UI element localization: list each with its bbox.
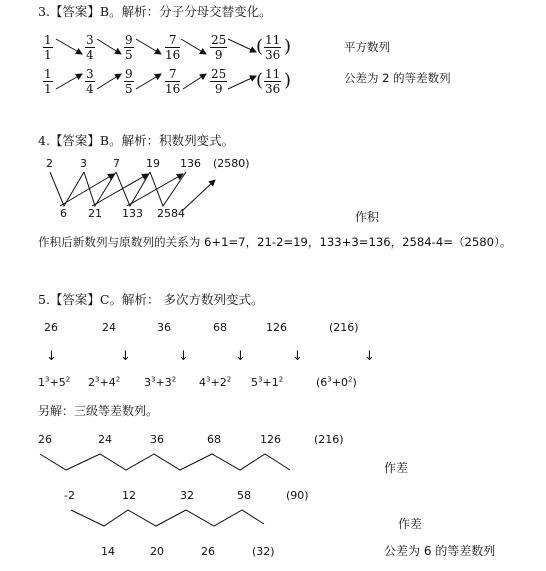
power-expression: $5^3+1^2$ <box>251 375 284 389</box>
q4-bottom-number: 6 <box>60 207 67 220</box>
q5-row3-number: 14 <box>101 545 115 558</box>
q5-row3-number: 20 <box>150 545 164 558</box>
arrow <box>56 39 82 54</box>
fraction: $\frac{7}{16}$ <box>165 67 181 96</box>
q4-top-number: 3 <box>80 157 87 170</box>
q4-top-number: 19 <box>146 157 160 170</box>
zigzag-line <box>150 172 186 206</box>
q5-number: 68 <box>213 321 227 334</box>
q5-number: 24 <box>102 321 116 334</box>
fraction: $\frac{25}{9}$ <box>211 67 227 96</box>
q5-row1-label: 作差 <box>384 461 409 475</box>
down-arrow-icon: ↓ <box>46 349 57 364</box>
q3-label-top: 平方数列 <box>344 40 390 54</box>
power-expression: $1^3+5^2$ <box>38 375 71 389</box>
arrow <box>56 74 82 89</box>
q5-row2-label: 作差 <box>398 517 423 531</box>
q5-row1-number: 126 <box>260 433 281 446</box>
paren-open: ( <box>256 36 264 57</box>
power-expression: $2^3+4^2$ <box>88 375 121 389</box>
arrow <box>228 39 256 52</box>
q5-row2-number: 12 <box>122 489 136 502</box>
q5-row3-number: 26 <box>201 545 215 558</box>
q5-row3-label: 公差为 6 的等差数列 <box>384 544 496 558</box>
q4-product-lines <box>50 172 215 210</box>
fraction: $\frac{1}{1}$ <box>44 67 52 96</box>
arrow <box>181 39 206 54</box>
arrow <box>136 39 161 54</box>
arrow <box>228 76 256 89</box>
q5-difference-zigzag-2 <box>71 510 264 526</box>
q5-row2-number-answer: (90) <box>286 489 309 502</box>
q5-number-answer: (216) <box>329 321 359 334</box>
fraction: $\frac{3}{4}$ <box>86 33 94 62</box>
q3-label-bottom: 公差为 2 的等差数列 <box>344 71 451 85</box>
q4-top-number: 7 <box>113 157 120 170</box>
fraction: $\frac{9}{5}$ <box>125 33 133 62</box>
fraction: $\frac{9}{5}$ <box>125 67 133 96</box>
arrow <box>97 39 121 54</box>
q5-difference-zigzag-1 <box>40 454 290 470</box>
down-arrow-icon: ↓ <box>178 349 189 364</box>
fraction: $\frac{25}{9}$ <box>211 33 227 62</box>
q4-bottom-number: 21 <box>88 207 102 220</box>
q5-row1-number: 26 <box>38 433 52 446</box>
fraction: $\frac{3}{4}$ <box>86 67 94 96</box>
q5-row3-number-answer: (32) <box>252 545 275 558</box>
arrow <box>97 74 121 89</box>
power-expression-answer: $(6^3+0^2)$ <box>316 375 357 389</box>
fraction-answer: $\frac{11}{36}$ <box>265 67 281 96</box>
fraction: $\frac{1}{1}$ <box>44 33 52 62</box>
power-expression: $3^3+3^2$ <box>144 375 177 389</box>
q4-top-number-answer: (2580) <box>213 157 250 170</box>
down-arrow-icon: ↓ <box>120 349 131 364</box>
q5-row2-number: 32 <box>180 489 194 502</box>
q5-row1-number-answer: (216) <box>314 433 344 446</box>
down-arrow-icon: ↓ <box>235 349 246 364</box>
paren-close: ) <box>284 70 292 91</box>
q5-number: 26 <box>44 321 58 334</box>
fraction-answer: $\frac{11}{36}$ <box>265 33 281 62</box>
arrow <box>183 180 215 210</box>
q5-number: 36 <box>157 321 171 334</box>
power-expression: $4^3+2^2$ <box>199 375 232 389</box>
q5-number: 126 <box>266 321 287 334</box>
zigzag-line <box>50 172 84 206</box>
q3-header: 3.【答案】B。解析：分子分母交替变化。 <box>38 4 272 19</box>
q5-row2-number: 58 <box>237 489 251 502</box>
arrow <box>127 174 183 206</box>
q3-top-arrows <box>56 39 256 54</box>
q4-header: 4.【答案】B。解析：积数列变式。 <box>38 133 235 148</box>
q5-row2-number: -2 <box>64 489 75 502</box>
paren-open: ( <box>256 70 264 91</box>
q5-row1-number: 24 <box>98 433 112 446</box>
arrow <box>136 74 161 89</box>
arrow <box>183 74 206 89</box>
fraction: $\frac{7}{16}$ <box>165 33 181 62</box>
q5-alt-label: 另解：三级等差数列。 <box>38 404 159 418</box>
down-arrow-icon: ↓ <box>364 349 375 364</box>
down-arrow-icon: ↓ <box>292 349 303 364</box>
q4-explanation: 作积后新数列与原数列的关系为 6+1=7，21-2=19，133+3=136，2584-4=（2580）。 <box>38 235 512 249</box>
arrow <box>60 174 114 206</box>
q3-bottom-arrows <box>56 74 256 89</box>
q4-bottom-number: 133 <box>122 207 143 220</box>
q5-row1-number: 36 <box>150 433 164 446</box>
q5-header: 5.【答案】C。解析： 多次方数列变式。 <box>38 292 264 307</box>
q4-top-number: 2 <box>46 157 53 170</box>
paren-close: ) <box>284 36 292 57</box>
q4-top-number: 136 <box>180 157 201 170</box>
q5-row1-number: 68 <box>207 433 221 446</box>
q4-bottom-number: 2584 <box>157 207 185 220</box>
q4-label: 作积 <box>355 210 380 224</box>
